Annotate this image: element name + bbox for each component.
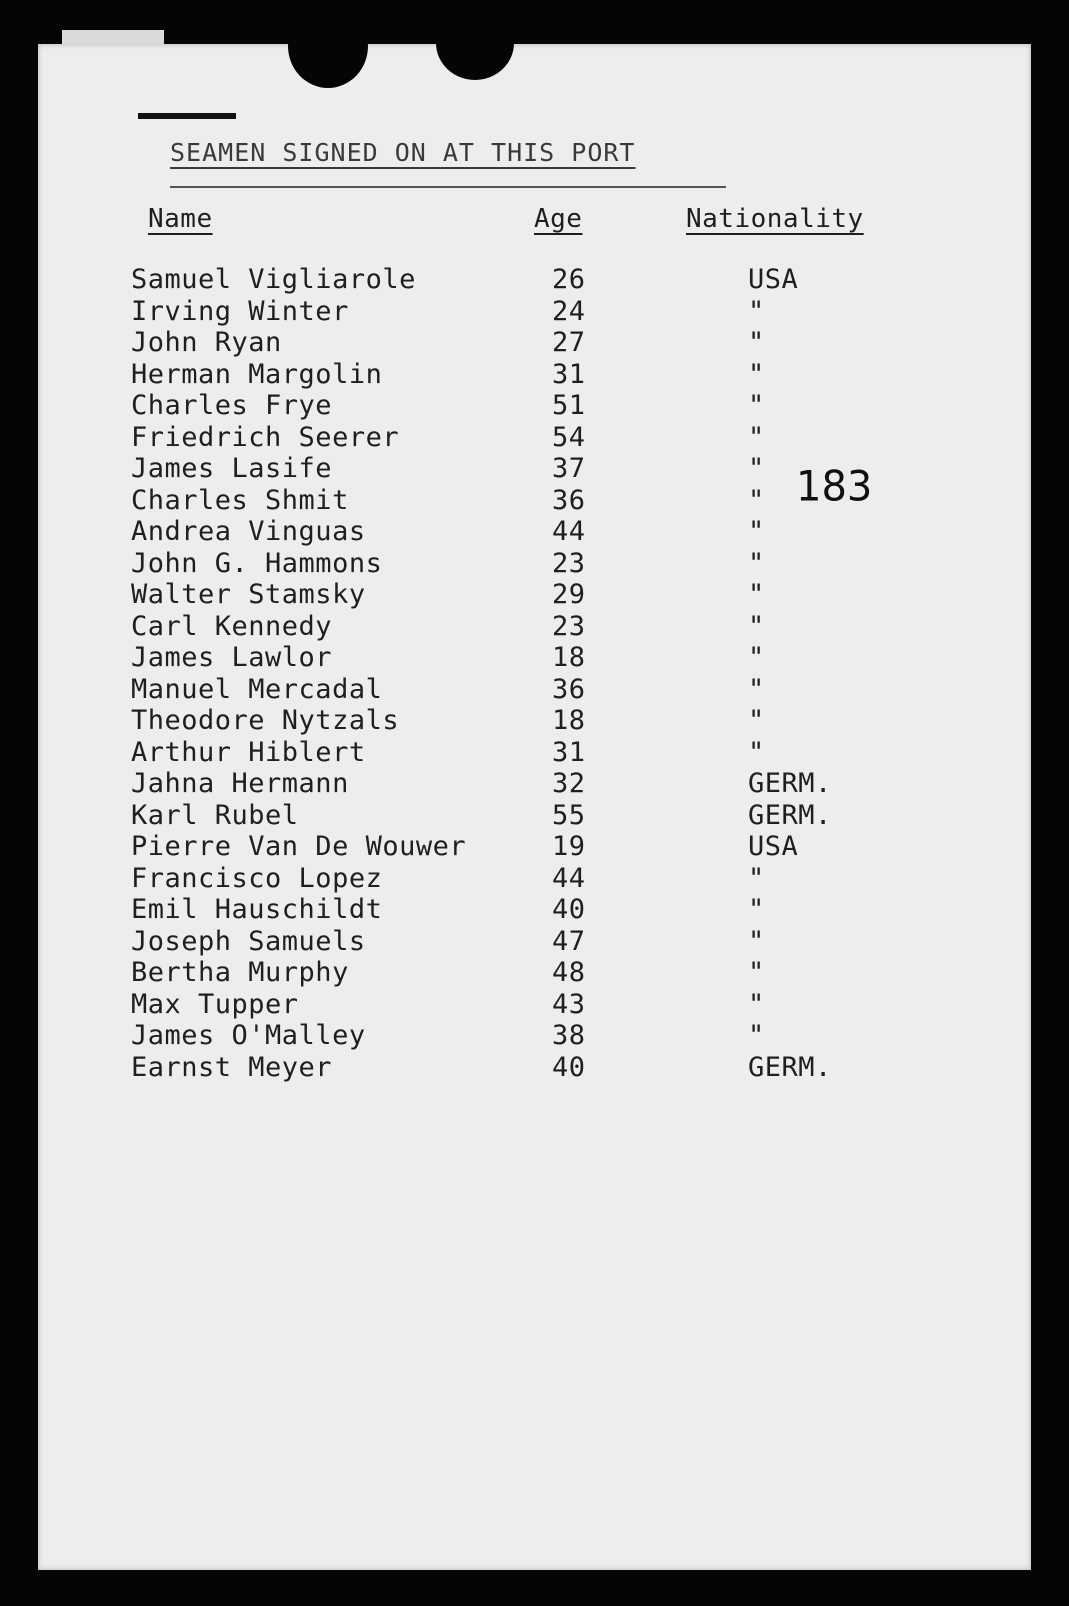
table-row bbox=[38, 674, 1031, 706]
age-cell: 27 bbox=[552, 327, 586, 358]
table-row bbox=[38, 296, 1031, 328]
table-row bbox=[38, 737, 1031, 769]
age-cell: 37 bbox=[552, 453, 586, 484]
age-cell: 29 bbox=[552, 579, 586, 610]
name-cell: John Ryan bbox=[131, 327, 282, 358]
nationality-cell: GERM. bbox=[748, 799, 832, 831]
age-cell: 51 bbox=[552, 390, 586, 421]
column-header-age: Age bbox=[534, 204, 583, 234]
nationality-cell: " bbox=[748, 673, 765, 705]
document-sheet bbox=[38, 44, 1031, 1570]
nationality-cell: " bbox=[748, 453, 765, 484]
age-cell: 19 bbox=[552, 831, 586, 862]
table-row bbox=[38, 863, 1031, 895]
age-cell: 47 bbox=[552, 925, 586, 957]
nationality-cell: " bbox=[748, 295, 765, 327]
name-cell: Walter Stamsky bbox=[131, 579, 366, 610]
name-cell: Francisco Lopez bbox=[131, 862, 383, 894]
nationality-cell: GERM. bbox=[748, 768, 832, 799]
nationality-cell: " bbox=[748, 421, 765, 453]
name-cell: Bertha Murphy bbox=[131, 957, 349, 988]
name-cell: Andrea Vinguas bbox=[131, 516, 366, 547]
age-cell: 18 bbox=[552, 705, 586, 736]
table-row bbox=[38, 1052, 1031, 1084]
table-row bbox=[38, 453, 1031, 485]
table-row bbox=[38, 611, 1031, 643]
name-cell: Charles Shmit bbox=[131, 484, 349, 516]
age-cell: 23 bbox=[552, 610, 586, 642]
table-row bbox=[38, 390, 1031, 422]
name-cell: Earnst Meyer bbox=[131, 1051, 333, 1083]
seamen-list bbox=[38, 264, 1031, 1083]
age-cell: 24 bbox=[552, 295, 586, 327]
name-cell: Herman Margolin bbox=[131, 358, 383, 390]
nationality-cell: " bbox=[748, 516, 765, 547]
nationality-cell: " bbox=[748, 1020, 765, 1051]
age-cell: 38 bbox=[552, 1020, 586, 1051]
name-cell: Irving Winter bbox=[131, 295, 349, 327]
document-title: SEAMEN SIGNED ON AT THIS PORT bbox=[170, 138, 636, 167]
nationality-cell: USA bbox=[748, 264, 799, 295]
age-cell: 26 bbox=[552, 264, 586, 295]
nationality-cell: " bbox=[748, 925, 765, 957]
table-row bbox=[38, 1020, 1031, 1052]
table-row bbox=[38, 327, 1031, 359]
ink-dash-mark bbox=[138, 113, 236, 119]
nationality-cell: " bbox=[748, 642, 765, 673]
age-cell: 23 bbox=[552, 547, 586, 579]
nationality-cell: " bbox=[748, 327, 765, 358]
nationality-cell: GERM. bbox=[748, 1051, 832, 1083]
age-cell: 48 bbox=[552, 957, 586, 988]
column-header-name: Name bbox=[148, 204, 213, 234]
nationality-cell: " bbox=[748, 894, 765, 925]
nationality-cell: " bbox=[748, 988, 765, 1020]
table-row bbox=[38, 705, 1031, 737]
column-header-nationality: Nationality bbox=[686, 204, 864, 234]
name-cell: Carl Kennedy bbox=[131, 610, 333, 642]
age-cell: 44 bbox=[552, 516, 586, 547]
name-cell: James O'Malley bbox=[131, 1020, 366, 1051]
title-underline bbox=[170, 186, 726, 188]
age-cell: 40 bbox=[552, 894, 586, 925]
name-cell: James Lawlor bbox=[131, 642, 333, 673]
table-row bbox=[38, 800, 1031, 832]
table-row bbox=[38, 264, 1031, 296]
age-cell: 55 bbox=[552, 799, 586, 831]
name-cell: Emil Hauschildt bbox=[131, 894, 383, 925]
age-cell: 31 bbox=[552, 358, 586, 390]
age-cell: 31 bbox=[552, 736, 586, 768]
nationality-cell: " bbox=[748, 736, 765, 768]
nationality-cell: " bbox=[748, 957, 765, 988]
name-cell: Manuel Mercadal bbox=[131, 673, 383, 705]
name-cell: Charles Frye bbox=[131, 390, 333, 421]
nationality-cell: " bbox=[748, 705, 765, 736]
table-row bbox=[38, 642, 1031, 674]
name-cell: Jahna Hermann bbox=[131, 768, 349, 799]
nationality-cell: " bbox=[748, 579, 765, 610]
age-cell: 54 bbox=[552, 421, 586, 453]
age-cell: 44 bbox=[552, 862, 586, 894]
name-cell: Joseph Samuels bbox=[131, 925, 366, 957]
nationality-cell: " bbox=[748, 358, 765, 390]
name-cell: Karl Rubel bbox=[131, 799, 299, 831]
table-row bbox=[38, 768, 1031, 800]
age-cell: 43 bbox=[552, 988, 586, 1020]
nationality-cell: " bbox=[748, 610, 765, 642]
age-cell: 18 bbox=[552, 642, 586, 673]
nationality-cell: " bbox=[748, 547, 765, 579]
name-cell: Pierre Van De Wouwer bbox=[131, 831, 467, 862]
nationality-cell: " bbox=[748, 862, 765, 894]
table-row bbox=[38, 359, 1031, 391]
name-cell: Max Tupper bbox=[131, 988, 299, 1020]
age-cell: 32 bbox=[552, 768, 586, 799]
age-cell: 40 bbox=[552, 1051, 586, 1083]
table-row bbox=[38, 926, 1031, 958]
name-cell: Samuel Vigliarole bbox=[131, 264, 416, 295]
table-row bbox=[38, 957, 1031, 989]
table-row bbox=[38, 989, 1031, 1021]
nationality-cell: USA bbox=[748, 831, 799, 862]
table-row bbox=[38, 485, 1031, 517]
table-row bbox=[38, 422, 1031, 454]
torn-notch bbox=[288, 4, 368, 88]
table-row bbox=[38, 548, 1031, 580]
nationality-cell: " bbox=[748, 484, 765, 516]
name-cell: Arthur Hiblert bbox=[131, 736, 366, 768]
age-cell: 36 bbox=[552, 484, 586, 516]
nationality-cell: " bbox=[748, 390, 765, 421]
handwritten-page-number: 183 bbox=[796, 462, 873, 512]
name-cell: Friedrich Seerer bbox=[131, 421, 400, 453]
name-cell: John G. Hammons bbox=[131, 547, 383, 579]
table-row bbox=[38, 894, 1031, 926]
age-cell: 36 bbox=[552, 673, 586, 705]
table-row bbox=[38, 831, 1031, 863]
name-cell: James Lasife bbox=[131, 453, 333, 484]
table-row bbox=[38, 516, 1031, 548]
name-cell: Theodore Nytzals bbox=[131, 705, 400, 736]
torn-notch bbox=[436, 6, 514, 80]
table-row bbox=[38, 579, 1031, 611]
